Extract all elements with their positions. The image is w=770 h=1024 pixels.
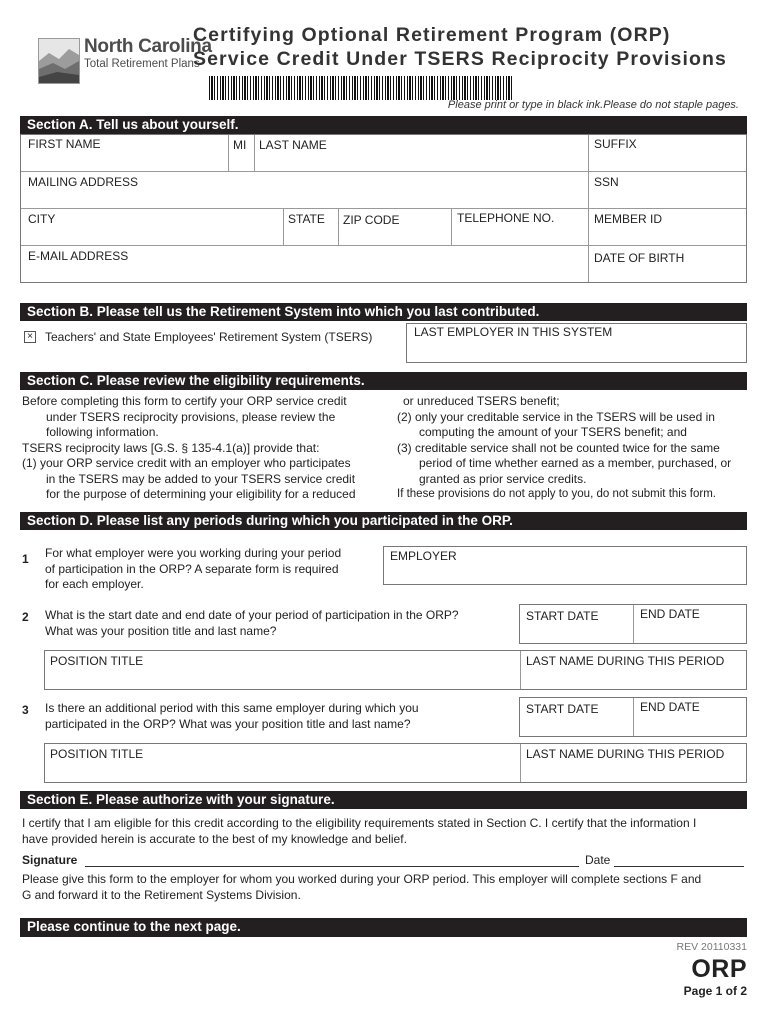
text-line: period of time whether earned as a member, purchased, or xyxy=(419,456,732,470)
question-1-text xyxy=(45,546,341,593)
text-line: What is the start date and end date of your period of participation in the ORP? xyxy=(45,608,459,622)
question-2-number: 2 xyxy=(22,610,29,624)
text-line: of participation in the ORP? A separate form is required xyxy=(45,561,339,576)
form-code: ORP xyxy=(691,955,747,983)
logo-mark xyxy=(38,38,80,84)
text-line: for each employer. xyxy=(45,577,144,591)
text-line: under TSERS reciprocity provisions, please review the xyxy=(46,409,336,424)
text-line: in the TSERS may be added to your TSERS service credit xyxy=(46,471,356,486)
certification-text xyxy=(22,816,749,847)
mi-field[interactable]: MI xyxy=(233,138,247,152)
end-date-field-1[interactable]: END DATE xyxy=(640,607,700,621)
end-date-field-2[interactable]: END DATE xyxy=(640,700,700,714)
member-id-field[interactable]: MEMBER ID xyxy=(594,212,663,226)
text-line: For what employer were you working during your period xyxy=(45,546,342,560)
text-line: computing the amount of your TSERS benefit; and xyxy=(419,425,687,439)
telephone-field[interactable]: TELEPHONE NO. xyxy=(457,211,555,225)
eligibility-left-column xyxy=(22,394,356,503)
text-line: G and forward it to the Retirement Systems Division. xyxy=(22,887,301,902)
text-line: What was your position title and last name? xyxy=(45,623,277,638)
text-line: for the purpose of determining your eligibility for a reduced xyxy=(46,487,356,501)
text-line: Is there an additional period with this same employer during which you xyxy=(45,701,419,715)
question-2-text xyxy=(45,608,459,639)
instructions: Please print or type in black ink.Please do not staple pages. xyxy=(447,99,739,111)
email-field[interactable]: E-MAIL ADDRESS xyxy=(28,249,129,263)
logo-name: North Carolina xyxy=(84,36,212,57)
text-line: If these provisions do not apply to you, do not submit this form. xyxy=(397,488,716,500)
text-line: participated in the ORP? What was your position title and last name? xyxy=(45,716,411,731)
zip-field[interactable]: ZIP CODE xyxy=(343,213,400,227)
eligibility-right-column xyxy=(397,394,731,503)
position-title-field-2[interactable]: POSITION TITLE xyxy=(50,747,144,761)
start-date-field-1[interactable]: START DATE xyxy=(526,609,599,623)
question-3-text xyxy=(45,701,419,732)
mailing-address-field[interactable]: MAILING ADDRESS xyxy=(28,175,139,189)
logo-subtitle: Total Retirement Plans xyxy=(84,58,200,70)
tsers-label: Teachers' and State Employees' Retirement System (TSERS) xyxy=(45,330,373,344)
section-b-heading: Section B. Please tell us the Retirement System into which you last contributed. xyxy=(20,303,747,321)
section-a-heading: Section A. Tell us about yourself. xyxy=(20,116,747,134)
dob-field[interactable]: DATE OF BIRTH xyxy=(594,251,685,265)
text-line: have provided herein is accurate to the best of my knowledge and belief. xyxy=(22,831,407,846)
section-e-heading: Section E. Please authorize with your signature. xyxy=(20,791,747,809)
last-name-period-field-1[interactable]: LAST NAME DURING THIS PERIOD xyxy=(526,654,725,668)
forwarding-text xyxy=(22,872,749,903)
section-c-heading: Section C. Please review the eligibility requirements. xyxy=(20,372,747,390)
text-line: (2) only your creditable service in the TSERS will be used in xyxy=(397,409,715,424)
tsers-checkbox[interactable]: × xyxy=(24,331,36,343)
section-d-heading: Section D. Please list any periods during which you participated in the ORP. xyxy=(20,512,747,530)
start-date-field-2[interactable]: START DATE xyxy=(526,702,599,716)
question-3-number: 3 xyxy=(22,703,29,717)
city-field[interactable]: CITY xyxy=(28,212,56,226)
form-title-line1: Certifying Optional Retirement Program (ORP) xyxy=(193,24,671,46)
text-line: Please give this form to the employer for whom you worked during your ORP period. This employer will complete sections F and xyxy=(22,872,702,886)
text-line: or unreduced TSERS benefit; xyxy=(403,394,560,408)
employer-label: EMPLOYER xyxy=(390,549,457,563)
text-line: granted as prior service credits. xyxy=(419,471,587,486)
revision-label: REV 20110331 xyxy=(676,941,747,953)
position-box-2 xyxy=(44,743,747,783)
signature-label: Signature xyxy=(22,853,78,867)
question-1-number: 1 xyxy=(22,552,29,566)
last-name-field[interactable]: LAST NAME xyxy=(259,138,327,152)
last-employer-field[interactable] xyxy=(406,323,747,363)
text-line: following information. xyxy=(46,425,159,439)
dates-box-2 xyxy=(519,697,747,737)
suffix-field[interactable]: SUFFIX xyxy=(594,137,637,151)
text-line: Before completing this form to certify your ORP service credit xyxy=(22,394,347,408)
date-label: Date xyxy=(585,853,611,867)
dates-box-1 xyxy=(519,604,747,644)
text-line: (1) your ORP service credit with an employer who participates xyxy=(22,456,351,470)
last-employer-label: LAST EMPLOYER IN THIS SYSTEM xyxy=(414,325,613,339)
form-title-line2: Service Credit Under TSERS Reciprocity Provisions xyxy=(193,48,727,70)
ssn-field[interactable]: SSN xyxy=(594,175,619,189)
section-a-grid xyxy=(20,134,747,283)
state-field[interactable]: STATE xyxy=(288,212,325,226)
continue-banner: Please continue to the next page. xyxy=(20,918,747,937)
first-name-field[interactable]: FIRST NAME xyxy=(28,137,101,151)
text-line: TSERS reciprocity laws [G.S. § 135-4.1(a)] provide that: xyxy=(22,440,320,455)
position-title-field-1[interactable]: POSITION TITLE xyxy=(50,654,144,668)
position-box-1 xyxy=(44,650,747,690)
text-line: (3) creditable service shall not be counted twice for the same xyxy=(397,440,720,455)
page-number: Page 1 of 2 xyxy=(683,984,747,998)
signature-line[interactable] xyxy=(85,866,579,867)
text-line: I certify that I am eligible for this credit according to the eligibility requirements stated in Section C. I certify that the information I xyxy=(22,816,697,830)
date-line[interactable] xyxy=(614,866,744,867)
employer-field[interactable] xyxy=(383,546,747,585)
barcode xyxy=(209,76,514,100)
last-name-period-field-2[interactable]: LAST NAME DURING THIS PERIOD xyxy=(526,747,725,761)
